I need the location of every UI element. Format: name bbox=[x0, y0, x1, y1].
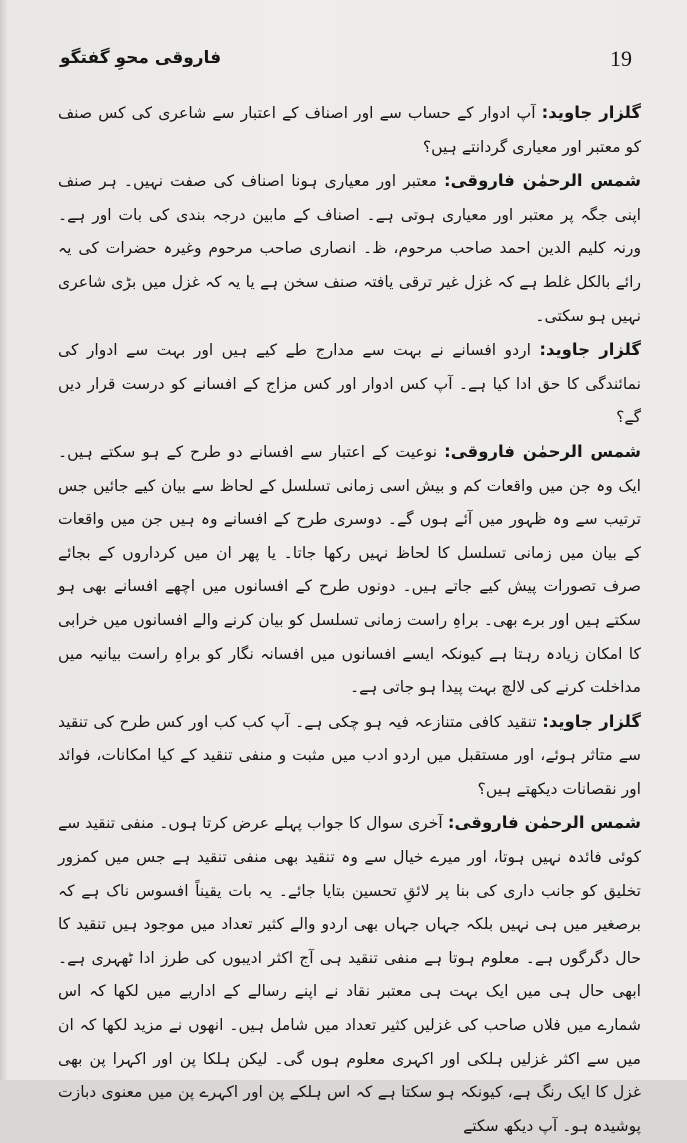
paragraph-question-2 bbox=[58, 333, 641, 435]
speaker-name: شمس الرحمٰن فاروقی: bbox=[447, 813, 641, 833]
paragraph-text: اردو افسانے نے بہت سے مدارج طے کیے ہیں اور بہت سے ادوار کی نمائندگی کا حق ادا کیا ہے۔ آپ کس ادوار اور کس مزاج کے افسانے کو درست قرار دیں گے؟ bbox=[58, 341, 641, 427]
speaker-name: گلزار جاوید: bbox=[541, 103, 641, 122]
running-head: فاروقی محوِ گفتگو bbox=[60, 48, 222, 68]
paragraph-question-1 bbox=[58, 96, 641, 164]
paragraph-text: آپ ادوار کے حساب سے اور اصناف کے اعتبار سے شاعری کی کس صنف کو معتبر اور معیاری گردانتے ہیں؟ bbox=[58, 104, 641, 156]
speaker-name: گلزار جاوید: bbox=[542, 711, 641, 731]
paragraph-answer-1 bbox=[58, 164, 641, 333]
speaker-name: شمس الرحمٰن فاروقی: bbox=[443, 171, 641, 191]
page-body bbox=[58, 96, 641, 1143]
paragraph-text: نوعیت کے اعتبار سے افسانے دو طرح کے ہو سکتے ہیں۔ ایک وہ جن میں واقعات کم و بیش اسی زمانی تسلسل کے لحاظ سے بیان کیے جائیں جس ترتیب سے وہ ظہور میں آئے ہوں گے۔ دوسری طرح کے افسانے وہ ہیں جن میں واقعات کے بیان میں زمانی تسلسل کا لحاظ نہیں رکھا جاتا۔ یا پھر ان میں کرداروں کے بجائے صرف تصورات پیش کیے جاتے ہیں۔ دونوں طرح کے افسانوں میں اچھے افسانے بھی ہو سکتے ہیں اور برے بھی۔ براہِ راست زمانی تسلسل کو بیان کرنے والے افسانوں میں خرابی کا امکان زیادہ رہتا ہے کیونکہ ایسے افسانوں میں افسانہ نگار کو براہِ راست بیانیہ میں مداخلت کرنے کی لالچ بہت پیدا ہو جاتی ہے۔ bbox=[58, 442, 641, 697]
page-header bbox=[60, 46, 632, 80]
paragraph-text: تنقید کافی متنازعہ فیہ ہو چکی ہے۔ آپ کب کب اور کس طرح کی تنقید سے متاثر ہوئے، اور مستقبل میں اردو ادب میں مثبت و منفی تنقید کے کیا امکانات، فوائد اور نقصانات دیکھتے ہیں؟ bbox=[58, 712, 641, 798]
paragraph-text: آخری سوال کا جواب پہلے عرض کرتا ہوں۔ منفی تنقید سے کوئی فائدہ نہیں ہوتا، اور میرے خیال سے وہ تنقید بھی منفی تنقید ہے جس میں کمزور تخلیق کو جانب داری کی بنا پر لائقِ تحسین بتایا جائے۔ یہ بات یقیناً افسوس ناک ہے کہ برصغیر میں ہی نہیں بلکہ جہاں جہاں بھی اردو والے کثیر تعداد میں موجود ہیں تنقید کا حال دگرگوں ہے۔ معلوم ہوتا ہے منفی تنقید ہی آج اکثر ادیبوں کی طرز ادا ٹھہری ہے۔ ابھی حال ہی میں ایک بہت ہی معتبر نقاد نے اپنے رسالے کے اداریے میں لکھا کہ اس شمارے میں فلاں صاحب کی غزلیں کثیر تعداد میں شامل ہیں۔ انھوں نے مزید لکھا کہ ان میں سے اکثر غزلیں ہلکی اور اکہری معلوم ہوں گی۔ لیکن ہلکا پن اور اکہرا پن بھی غزل کا ایک رنگ ہے، کیونکہ ہو سکتا ہے کہ اس ہلکے پن اور اکہرے پن میں معنوی دبازت پوشیدہ ہو۔ آپ دیکھ سکتے bbox=[58, 814, 641, 1135]
speaker-name: شمس الرحمٰن فاروقی: bbox=[444, 441, 641, 461]
page-number: 19 bbox=[610, 46, 632, 71]
paragraph-answer-2 bbox=[58, 435, 641, 705]
paragraph-text: معتبر اور معیاری ہونا اصناف کی صفت نہیں۔ ہر صنف اپنی جگہ پر معتبر اور معیاری ہوتی ہے۔ اصناف کے مابین درجہ بندی کی بات اور ہے۔ ورنہ کلیم الدین احمد صاحب مرحوم، ظ۔ انصاری صاحب مرحوم وغیرہ حضرات کی یہ رائے بالکل غلط ہے کہ غزل غیر ترقی یافتہ صنف سخن ہے یا یہ کہ غزل میں بڑی شاعری نہیں ہو سکتی۔ bbox=[58, 172, 641, 325]
paragraph-question-3 bbox=[58, 705, 641, 807]
paragraph-answer-3 bbox=[58, 806, 641, 1143]
speaker-name: گلزار جاوید: bbox=[539, 340, 641, 360]
